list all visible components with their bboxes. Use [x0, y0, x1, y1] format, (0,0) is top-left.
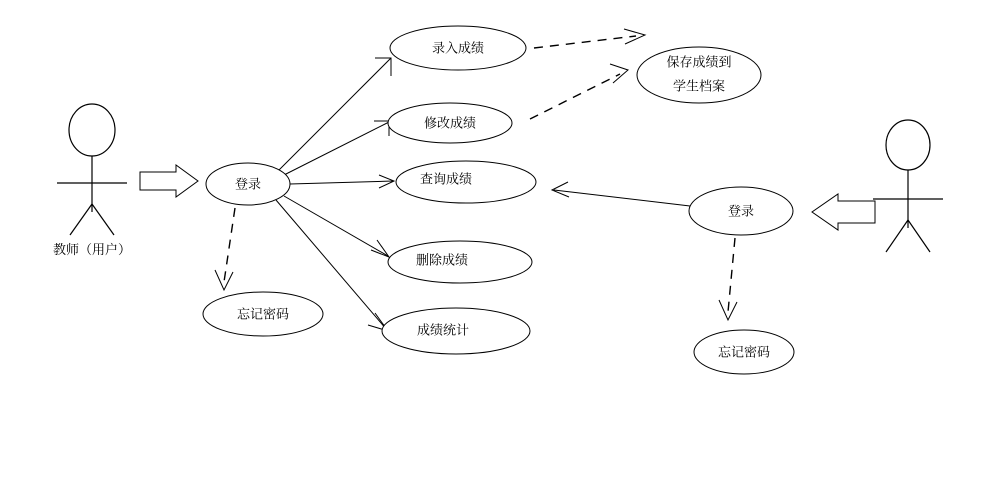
connector-dashed-line [224, 208, 235, 282]
use-case-label: 登录 [234, 177, 262, 193]
actor-student[interactable] [873, 120, 943, 252]
use-case-input-score[interactable] [390, 26, 526, 70]
use-case-label: 修改成绩 [423, 116, 477, 132]
connector-line [284, 196, 388, 256]
block-arrow-icon [812, 194, 875, 230]
connection-login-to-forgot-password [215, 208, 235, 290]
connector-dashed-line [534, 36, 636, 48]
connector-dashed-line [530, 74, 620, 119]
connection-login-right-to-query-score [552, 182, 690, 206]
actor-head-icon [886, 120, 930, 170]
use-case-score-stats[interactable] [382, 308, 530, 354]
connection-login-to-input-score [279, 58, 391, 170]
use-case-forgot-password-right[interactable] [694, 330, 794, 374]
connector-line [290, 181, 393, 184]
use-case-query-score[interactable] [396, 161, 536, 203]
connection-modify-score-to-archive [530, 64, 628, 119]
connection-login-to-modify-score [284, 121, 389, 175]
connection-login-to-query-score [290, 175, 394, 188]
connector-dashed-line [728, 238, 735, 312]
arrow-head-icon [552, 182, 569, 197]
connector-line [554, 190, 690, 206]
use-case-forgot-password-left[interactable] [203, 292, 323, 336]
connector-line [284, 122, 389, 175]
actor-left-leg-line [886, 220, 908, 252]
connection-input-score-to-archive [534, 29, 645, 48]
connector-line [279, 58, 391, 170]
actor-teacher-label: 教师（用户） [52, 243, 132, 258]
connection-login-right-to-forgot-password [719, 238, 737, 320]
use-case-label: 删除成绩 [415, 253, 469, 269]
use-case-modify-score[interactable] [388, 103, 512, 143]
use-case-label: 成绩统计 [416, 323, 470, 339]
actor-teacher[interactable] [53, 104, 131, 258]
block-arrow-icon [140, 165, 198, 197]
connection-teacher-to-login [140, 165, 198, 197]
use-case-label-line1: 保存成绩到 [666, 55, 732, 71]
actor-right-leg-line [908, 220, 930, 252]
use-case-label: 忘记密码 [717, 345, 771, 361]
actor-right-leg-line [92, 204, 114, 235]
use-case-delete-score[interactable] [388, 241, 532, 283]
use-case-save-to-archive[interactable] [637, 47, 761, 103]
connection-student-to-login-right [812, 194, 875, 230]
connection-login-to-delete-score [284, 196, 389, 257]
actor-head-icon [69, 104, 115, 156]
use-case-label: 登录 [727, 204, 755, 220]
actor-left-leg-line [70, 204, 92, 235]
arrow-head-icon [610, 64, 628, 83]
use-case-login-left[interactable] [206, 163, 290, 205]
use-case-label: 查询成绩 [419, 172, 473, 188]
use-case-login-right[interactable] [689, 187, 793, 235]
use-case-label: 忘记密码 [236, 307, 290, 323]
use-case-label: 录入成绩 [431, 41, 485, 57]
use-case-label-line2: 学生档案 [672, 79, 726, 95]
